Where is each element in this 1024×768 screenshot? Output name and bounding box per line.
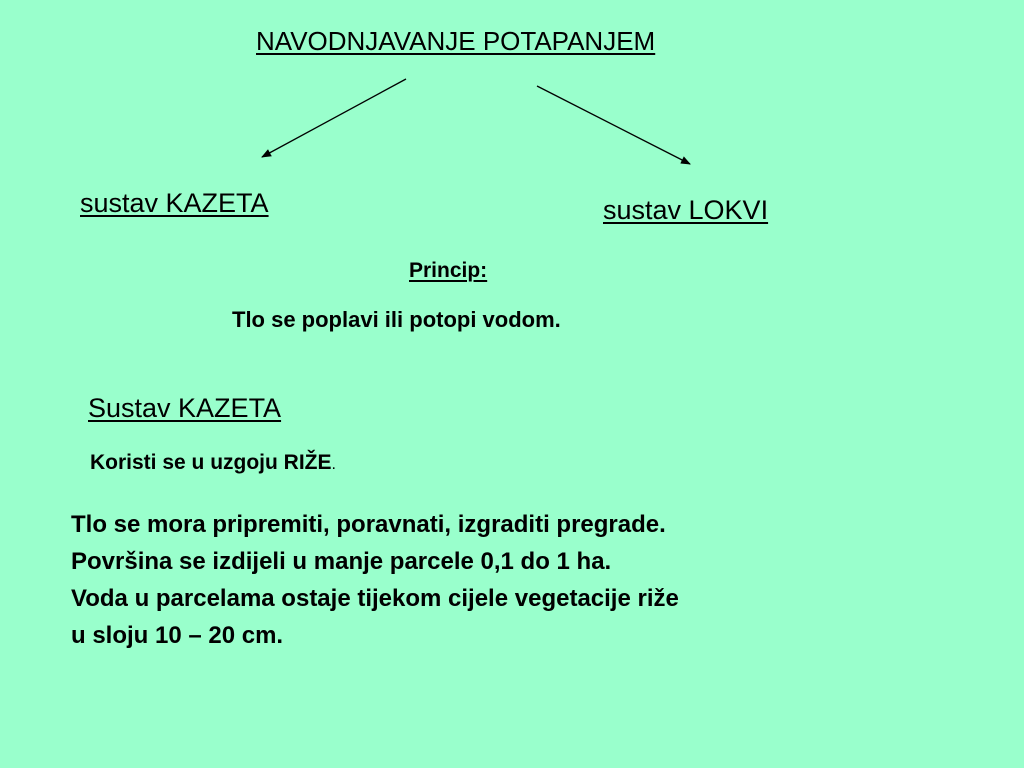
usage-period: . [331, 456, 336, 473]
usage-main: Koristi se u uzgoju RIŽE [90, 451, 332, 474]
description-line: u sloju 10 – 20 cm. [71, 622, 284, 649]
description-line: Voda u parcelama ostaje tijekom cijele vegetacije riže [71, 585, 679, 612]
section-heading: Sustav KAZETA [88, 393, 282, 423]
slide-title: NAVODNJAVANJE POTAPANJEM [256, 26, 656, 56]
branch-lokvi-label: sustav LOKVI [603, 195, 769, 225]
arrow-left [262, 79, 406, 157]
branch-kazeta-label: sustav KAZETA [80, 188, 269, 218]
description-line: Površina se izdijeli u manje parcele 0,1 do 1 ha. [71, 548, 612, 575]
arrow-right [537, 86, 690, 164]
principle-heading: Princip: [409, 259, 488, 282]
description-line: Tlo se mora pripremiti, poravnati, izgraditi pregrade. [71, 511, 666, 538]
principle-text: Tlo se poplavi ili potopi vodom. [232, 307, 561, 332]
description-block [71, 506, 679, 654]
usage-text [90, 452, 336, 473]
